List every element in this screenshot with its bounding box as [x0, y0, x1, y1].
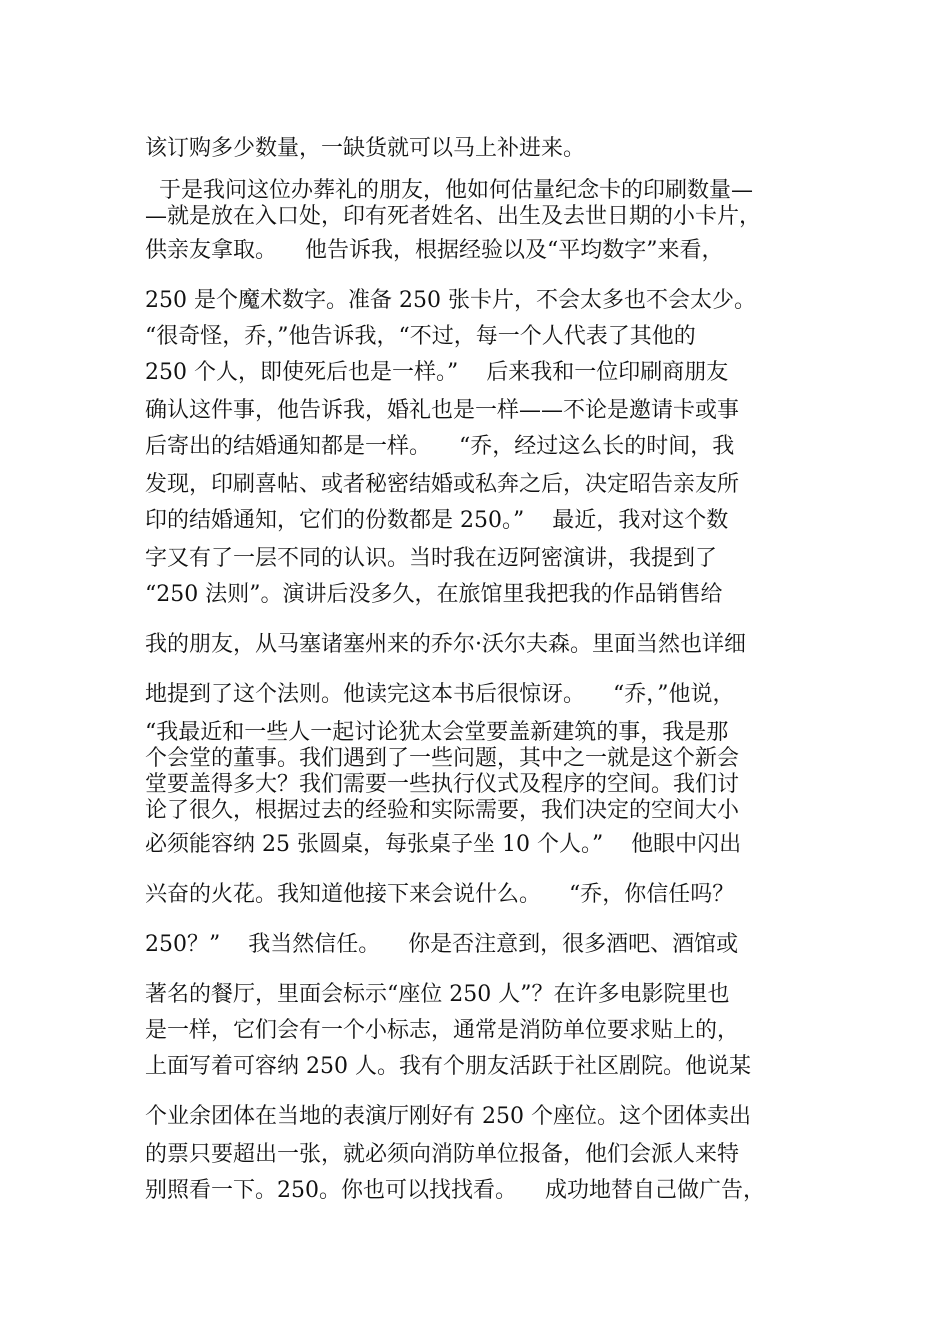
- text-line: “250 法则”。演讲后没多久，在旅馆里我把我的作品销售给: [145, 582, 723, 607]
- text-line: 的票只要超出一张，就必须向消防单位报备，他们会派人来特: [145, 1142, 740, 1167]
- text-line: 别照看一下。250。你也可以找找看。 成功地替自己做广告，: [145, 1178, 765, 1203]
- text-line: 确认这件事，他告诉我，婚礼也是一样——不论是邀请卡或事: [145, 398, 740, 423]
- text-line: 字又有了一层不同的认识。当时我在迈阿密演讲，我提到了: [145, 546, 718, 571]
- text-line: 于是我问这位办葬礼的朋友，他如何估量纪念卡的印刷数量—: [145, 178, 753, 203]
- text-line: “很奇怪，乔，”他告诉我，“不过，每一个人代表了其他的: [145, 324, 696, 349]
- text-line: 发现，印刷喜帖、或者秘密结婚或私奔之后，决定昭告亲友所: [145, 472, 740, 497]
- text-line: 上面写着可容纳 250 人。我有个朋友活跃于社区剧院。他说某: [145, 1054, 751, 1079]
- text-line: 个会堂的董事。我们遇到了一些问题，其中之一就是这个新会: [145, 746, 740, 771]
- text-line: 论了很久，根据过去的经验和实际需要，我们决定的空间大小: [145, 798, 740, 823]
- text-line: 印的结婚通知，它们的份数都是 250。” 最近，我对这个数: [145, 508, 729, 533]
- text-line: 供亲友拿取。 他告诉我，根据经验以及“平均数字”来看，: [145, 238, 724, 263]
- text-line: “我最近和一些人一起讨论犹太会堂要盖新建筑的事，我是那: [145, 720, 729, 745]
- text-line: 我的朋友，从马塞诸塞州来的乔尔·沃尔夫森。里面当然也详细: [145, 632, 746, 657]
- text-line: 兴奋的火花。我知道他接下来会说什么。 “乔，你信任吗？: [145, 882, 735, 907]
- text-line: —就是放在入口处，印有死者姓名、出生及去世日期的小卡片，: [145, 204, 762, 229]
- text-line: 地提到了这个法则。他读完这本书后很惊讶。 “乔，”他说，: [145, 682, 735, 707]
- text-line: 后寄出的结婚通知都是一样。 “乔，经过这么长的时间，我: [145, 434, 735, 459]
- text-line: 是一样，它们会有一个小标志，通常是消防单位要求贴上的，: [145, 1018, 740, 1043]
- text-line: 个业余团体在当地的表演厅刚好有 250 个座位。这个团体卖出: [145, 1104, 751, 1129]
- text-line: 著名的餐厅，里面会标示“座位 250 人”？在许多电影院里也: [145, 982, 730, 1007]
- text-line: 堂要盖得多大？我们需要一些执行仪式及程序的空间。我们讨: [145, 772, 740, 797]
- text-line: 必须能容纳 25 张圆桌，每张桌子坐 10 个人。” 他眼中闪出: [145, 832, 742, 857]
- text-line: 250 是个魔术数字。准备 250 张卡片，不会太多也不会太少。: [145, 288, 756, 313]
- text-line: 250？” 我当然信任。 你是否注意到，很多酒吧、酒馆或: [145, 932, 739, 957]
- text-line: 250 个人，即使死后也是一样。” 后来我和一位印刷商朋友: [145, 360, 729, 385]
- text-line: 该订购多少数量，一缺货就可以马上补进来。: [145, 136, 586, 161]
